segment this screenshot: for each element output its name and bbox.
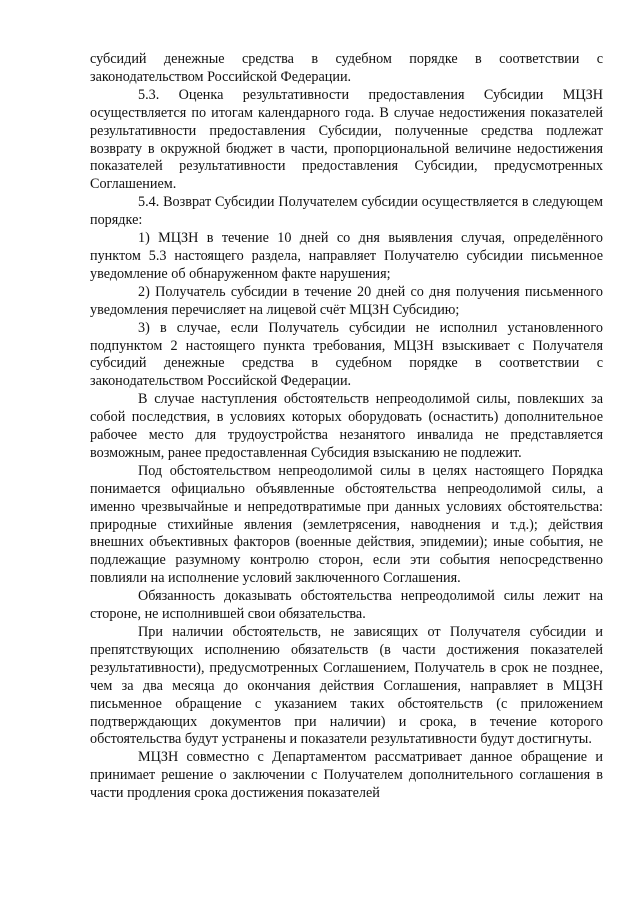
paragraph-item-3: 3) в случае, если Получатель субсидии не исполнил установленного подпунктом 2 настоящего пункта требования, МЦЗН взыскивает с Получателя субсидий денежные средства в судебном порядке в соответствии с законодательством Российской Федерации. — [90, 319, 603, 390]
paragraph-force-majeure: В случае наступления обстоятельств непреодолимой силы, повлекших за собой последствия, в условиях которых оборудовать (оснастить) дополнительное рабочее место для трудоустройства незанятого инвалида не представляется возможным, ранее предоставленная Субсидия взысканию не подлежит. — [90, 391, 603, 461]
paragraph-item-2: 2) Получатель субсидии в течение 20 дней со дня получения письменного уведомления перечисляет на лицевой счёт МЦЗН Субсидию; — [90, 283, 603, 318]
paragraph-burden-of-proof: Обязанность доказывать обстоятельства непреодолимой силы лежит на стороне, не исполнившей свои обязательства. — [90, 588, 603, 623]
paragraph-item-1: 1) МЦЗН в течение 10 дней со дня выявления случая, определённого пунктом 5.3 настоящего раздела, направляет Получателю субсидии письменное уведомление об обнаруженном факте нарушения; — [90, 230, 603, 282]
paragraph-circumstances: При наличии обстоятельств, не зависящих от Получателя субсидии и препятствующих исполнению обязательств (в части достижения показателей результативности), предусмотренных Соглашением, Получатель в срок не позднее, чем за два месяца до окончания действия Соглашения, направляет в МЦЗН письменное обращение с указанием таких обстоятельств (с приложением подтверждающих документов при наличии) и срока, в течение которого обстоятельства будут устранены и показатели результативности будут достигнуты. — [90, 624, 603, 748]
paragraph-force-majeure-definition: Под обстоятельством непреодолимой силы в целях настоящего Порядка понимается официально объявленные обстоятельства непреодолимой силы, а именно чрезвычайные и непредотвратимые при данных условиях обстоятельства: природные стихийные явления (землетрясения, наводнения и т.д.); действия внешних объективных факторов (военные действия, эпидемии); иные события, не подлежащие разумному контролю сторон, если эти события непосредственно повлияли на исполнение условий заключенного Соглашения. — [90, 462, 603, 587]
paragraph-joint-review: МЦЗН совместно с Департаментом рассматривает данное обращение и принимает решение о заключении с Получателем дополнительного соглашения в части продления срока достижения показателей — [90, 749, 603, 802]
paragraph-5-4: 5.4. Возврат Субсидии Получателем субсидии осуществляется в следующем порядке: — [90, 194, 603, 229]
paragraph-5-3: 5.3. Оценка результативности предоставления Субсидии МЦЗН осуществляется по итогам календарного года. В случае недостижения показателей результативности предоставления Субсидии, полученные средства подлежат возврату в окружной бюджет в части, пропорциональной величине недостижения показателей результативности предоставления Субсидии, предусмотренных Соглашением. — [90, 86, 603, 193]
paragraph-continuation: субсидий денежные средства в судебном порядке в соответствии с законодательством Российской Федерации. — [90, 51, 603, 85]
document-body — [90, 51, 603, 803]
